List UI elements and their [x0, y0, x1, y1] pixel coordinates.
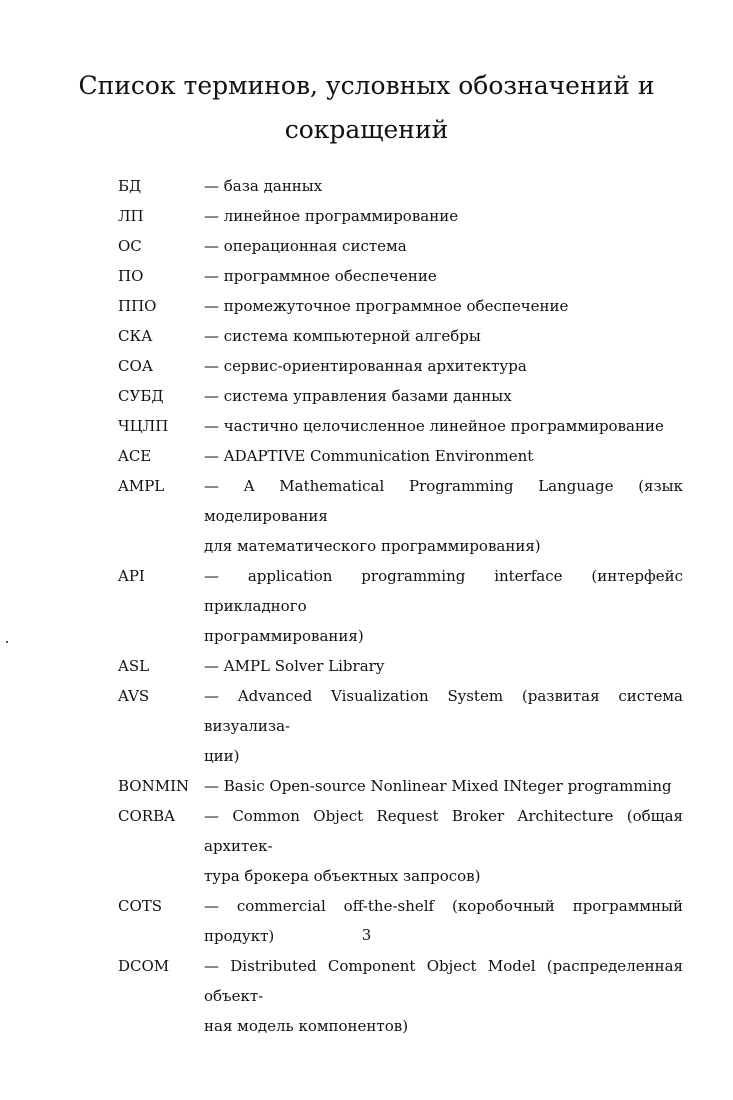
- term-definition: [204, 771, 683, 801]
- term-definition-line: — линейное программирование: [204, 207, 459, 225]
- term-row: [118, 801, 683, 891]
- term-definition-line: — Advanced Visualization System (развитая система визуализа-: [204, 687, 683, 735]
- term-abbreviation: ЧЦЛП: [118, 417, 169, 435]
- term-definition: [204, 471, 683, 561]
- term-abbreviation: БД: [118, 177, 142, 195]
- term-abbreviation: DCOM: [118, 957, 170, 975]
- term-definition-line: — операционная система: [204, 237, 407, 255]
- term-abbreviation: СОА: [118, 357, 154, 375]
- term-abbreviation: AVS: [118, 687, 150, 705]
- term-definition-line: — AMPL Solver Library: [204, 657, 385, 675]
- term-definition: [204, 291, 683, 321]
- term-definition-line: — Common Object Request Broker Architecture (общая архитек-: [204, 807, 683, 855]
- term-row: [118, 321, 683, 351]
- term-definition: [204, 651, 683, 681]
- term-definition-line: для математического программирования): [204, 537, 541, 555]
- term-abbreviation: СКА: [118, 327, 153, 345]
- term-row: [118, 201, 683, 231]
- term-definition-line: — промежуточное программное обеспечение: [204, 297, 569, 315]
- term-row: [118, 951, 683, 1041]
- page-title-line-1: Список терминов, условных обозначений и: [78, 71, 655, 100]
- term-definition: [204, 201, 683, 231]
- term-abbreviation: ACE: [118, 447, 152, 465]
- term-abbreviation: ASL: [118, 657, 150, 675]
- term-definition: [204, 261, 683, 291]
- term-abbreviation: BONMIN: [118, 777, 190, 795]
- term-row: [118, 681, 683, 771]
- page-title-line-2: сокращений: [284, 115, 449, 144]
- term-row: [118, 651, 683, 681]
- term-row: [118, 561, 683, 651]
- term-definition-line: ная модель компонентов): [204, 1017, 409, 1035]
- term-definition-line: — ADAPTIVE Communication Environment: [204, 447, 534, 465]
- term-definition-line: — база данных: [204, 177, 323, 195]
- term-definition-line: — система компьютерной алгебры: [204, 327, 481, 345]
- term-definition-line: — Distributed Component Object Model (распределенная объект-: [204, 957, 683, 1005]
- term-definition: [204, 171, 683, 201]
- term-abbreviation: ПО: [118, 267, 144, 285]
- term-row: [118, 381, 683, 411]
- term-definition: [204, 951, 683, 1041]
- term-row: [118, 291, 683, 321]
- term-abbreviation: API: [118, 567, 145, 585]
- term-row: [118, 471, 683, 561]
- term-definition: [204, 411, 683, 441]
- term-definition-line: — Basic Open-source Nonlinear Mixed INteger programming: [204, 777, 672, 795]
- term-definition-line: — система управления базами данных: [204, 387, 512, 405]
- term-definition-line: ции): [204, 747, 240, 765]
- term-definition-line: — A Mathematical Programming Language (язык моделирования: [204, 477, 683, 525]
- term-definition-line: — сервис-ориентированная архитектура: [204, 357, 527, 375]
- term-definition: [204, 231, 683, 261]
- term-row: [118, 231, 683, 261]
- term-row: [118, 411, 683, 441]
- term-definition-line: — частично целочисленное линейное программирование: [204, 417, 664, 435]
- term-definition-line: — commercial off-the-shelf (коробочный программный продукт): [204, 897, 683, 945]
- term-row: [118, 351, 683, 381]
- term-row: [118, 771, 683, 801]
- term-definition: [204, 681, 683, 771]
- term-row: [118, 261, 683, 291]
- term-definition: [204, 561, 683, 651]
- term-definition: [204, 441, 683, 471]
- term-definition-line: программирования): [204, 627, 364, 645]
- term-definition: [204, 801, 683, 891]
- term-abbreviation: COTS: [118, 897, 163, 915]
- term-definition-line: — программное обеспечение: [204, 267, 437, 285]
- term-abbreviation: ОС: [118, 237, 142, 255]
- term-abbreviation: CORBA: [118, 807, 175, 825]
- term-definition: [204, 321, 683, 351]
- term-definition-line: — application programming interface (интерфейс прикладного: [204, 567, 683, 615]
- page-number: 3: [361, 926, 372, 944]
- term-abbreviation: ППО: [118, 297, 157, 315]
- term-row: [118, 171, 683, 201]
- term-definition-line: тура брокера объектных запросов): [204, 867, 481, 885]
- term-definition: [204, 381, 683, 411]
- margin-mark: [6, 641, 8, 643]
- term-definition: [204, 351, 683, 381]
- term-abbreviation: AMPL: [118, 477, 165, 495]
- term-abbreviation: СУБД: [118, 387, 164, 405]
- term-abbreviation: ЛП: [118, 207, 144, 225]
- terms-list: [118, 171, 683, 1041]
- term-row: [118, 441, 683, 471]
